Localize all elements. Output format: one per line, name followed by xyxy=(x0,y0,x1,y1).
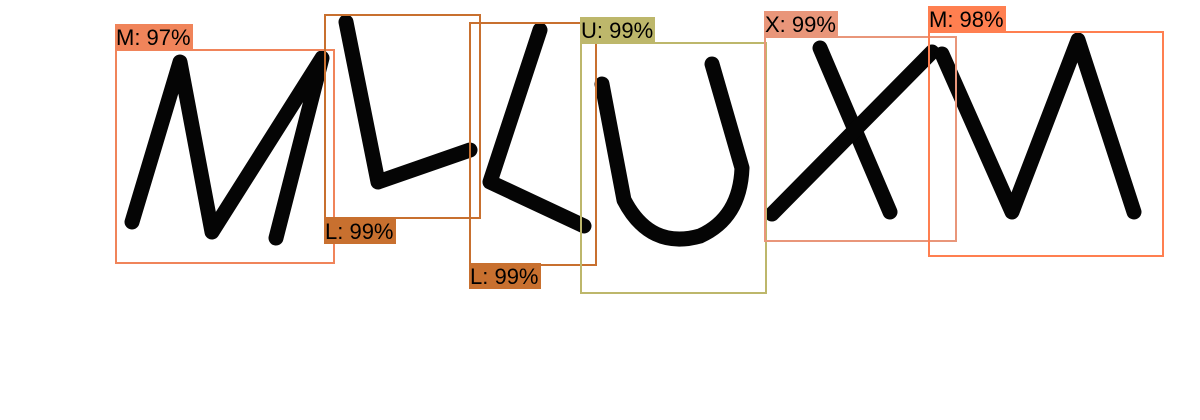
detection-box-m-1 xyxy=(115,49,335,264)
detection-label-u: U: 99% xyxy=(581,18,654,43)
detection-label-m-1: M: 97% xyxy=(116,25,191,50)
detection-label-l-2: L: 99% xyxy=(470,264,539,289)
detection-label-l-1: L: 99% xyxy=(325,219,394,244)
detection-box-l-2 xyxy=(469,22,597,266)
detection-box-m-2 xyxy=(928,31,1164,257)
detection-box-l-1 xyxy=(324,14,481,219)
detection-label-m-2: M: 98% xyxy=(929,7,1004,32)
detection-label-x: X: 99% xyxy=(765,12,836,37)
detection-box-u xyxy=(580,42,767,294)
